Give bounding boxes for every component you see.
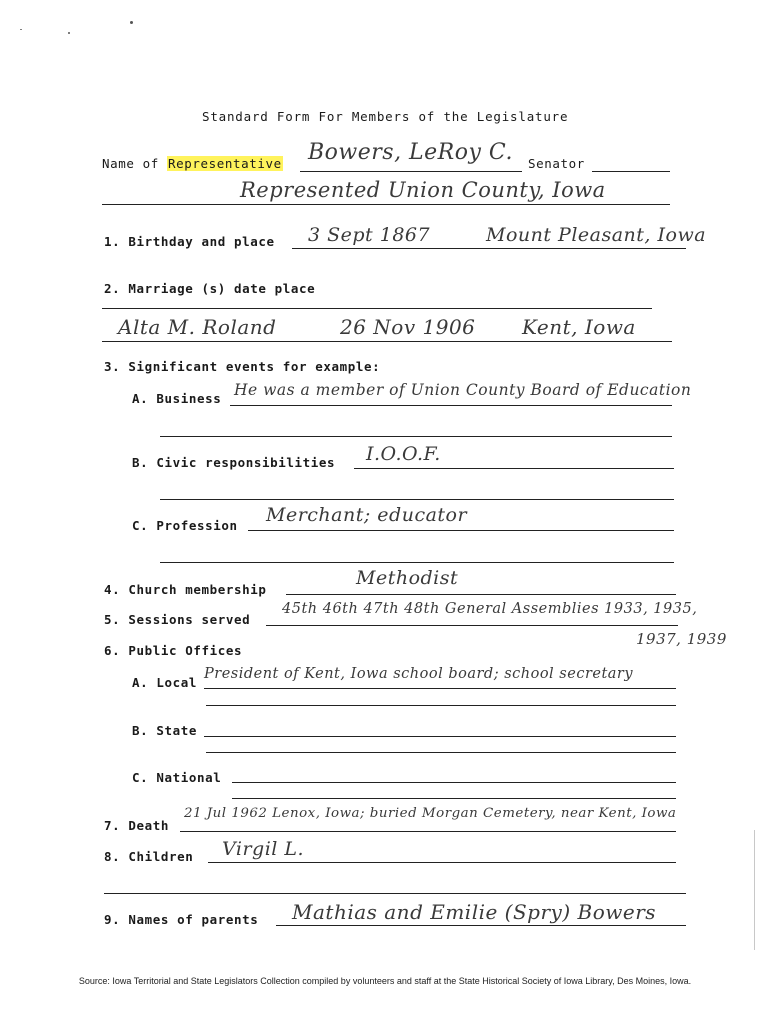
birth-date-handwritten: 3 Sept 1867 — [308, 224, 431, 246]
national-line-2 — [232, 798, 676, 799]
death-line — [180, 831, 676, 832]
local-line-1 — [204, 688, 676, 689]
local-office-handwritten: President of Kent, Iowa school board; school secretary — [204, 666, 634, 682]
local-office-label: A. Local — [132, 675, 198, 690]
name-of-text: Name of — [102, 156, 159, 171]
state-line-2 — [206, 752, 676, 753]
church-line — [286, 594, 676, 595]
civic-line-2 — [160, 499, 674, 500]
national-office-label: C. National — [132, 770, 222, 785]
state-office-label: B. State — [132, 723, 198, 738]
business-line-2 — [160, 436, 672, 437]
scan-speck — [20, 29, 22, 30]
church-label: 4. Church membership — [104, 582, 267, 597]
marriage-line-1 — [102, 308, 652, 309]
children-line-1 — [208, 862, 676, 863]
sessions-label: 5. Sessions served — [104, 612, 251, 627]
represented-line — [102, 204, 670, 205]
scan-edge — [754, 830, 755, 950]
representative-highlight: Representative — [168, 156, 282, 171]
parents-label: 9. Names of parents — [104, 912, 259, 927]
marriage-line-2 — [102, 341, 672, 342]
marriage-date-handwritten: 26 Nov 1906 — [340, 315, 476, 339]
scan-speck — [130, 21, 133, 24]
sessions-handwritten: 45th 46th 47th 48th General Assemblies 1933, 1935, — [282, 601, 698, 617]
birthday-label: 1. Birthday and place — [104, 234, 275, 249]
scan-speck — [68, 32, 70, 34]
children-label: 8. Children — [104, 849, 194, 864]
death-handwritten: 21 Jul 1962 Lenox, Iowa; buried Morgan Cemetery, near Kent, Iowa — [184, 806, 677, 821]
senator-line — [592, 171, 670, 172]
parents-line — [276, 925, 686, 926]
church-handwritten: Methodist — [356, 567, 459, 589]
birthday-line — [292, 248, 686, 249]
business-handwritten: He was a member of Union County Board of Education — [234, 381, 692, 399]
state-line-1 — [204, 736, 676, 737]
parents-handwritten: Mathias and Emilie (Spry) Bowers — [292, 900, 657, 924]
represented-handwritten: Represented Union County, Iowa — [240, 178, 606, 202]
sessions-handwritten-continued: 1937, 1939 — [636, 630, 727, 648]
senator-label: Senator — [528, 156, 585, 171]
name-handwritten: Bowers, LeRoy C. — [308, 140, 513, 165]
birth-place-handwritten: Mount Pleasant, Iowa — [486, 224, 707, 246]
form-title: Standard Form For Members of the Legislature — [202, 109, 569, 124]
name-of-label — [102, 156, 283, 171]
death-label: 7. Death — [104, 818, 170, 833]
sessions-line — [266, 625, 678, 626]
marriage-place-handwritten: Kent, Iowa — [522, 315, 636, 339]
public-offices-label: 6. Public Offices — [104, 643, 243, 658]
business-label: A. Business — [132, 391, 222, 406]
spouse-handwritten: Alta M. Roland — [118, 315, 277, 339]
significant-events-label: 3. Significant events for example: — [104, 359, 381, 374]
children-line-2 — [104, 893, 686, 894]
local-line-2 — [206, 705, 676, 706]
profession-line-1 — [248, 530, 674, 531]
name-line — [300, 171, 522, 172]
business-line-1 — [230, 405, 672, 406]
marriage-label: 2. Marriage (s) date place — [104, 281, 316, 296]
children-handwritten: Virgil L. — [222, 838, 305, 860]
national-line-1 — [232, 782, 676, 783]
profession-line-2 — [160, 562, 674, 563]
profession-handwritten: Merchant; educator — [266, 504, 468, 526]
civic-label: B. Civic responsibilities — [132, 455, 336, 470]
profession-label: C. Profession — [132, 518, 238, 533]
source-caption: Source: Iowa Territorial and State Legislators Collection compiled by volunteers and staff at the State Historical Society of Iowa Library, Des Moines, Iowa. — [78, 976, 692, 986]
civic-line-1 — [354, 468, 674, 469]
civic-handwritten: I.O.O.F. — [366, 443, 441, 465]
